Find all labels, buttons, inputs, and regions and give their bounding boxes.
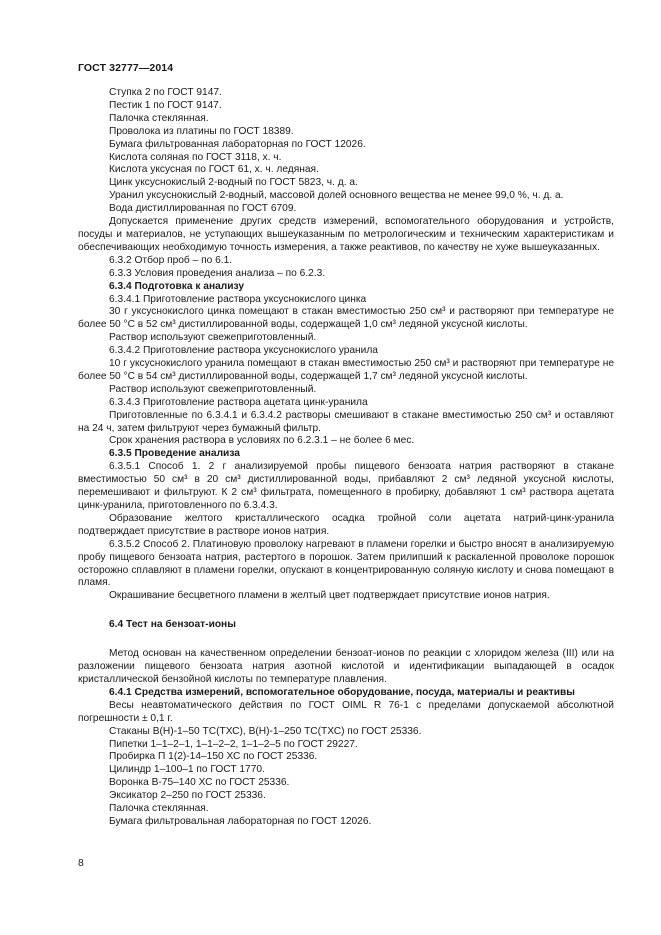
section-title: 6.4 Тест на бензоат-ионы xyxy=(109,619,236,631)
section-heading: 6.4.1 Средства измерений, вспомогательное оборудование, посуда, материалы и реактивы xyxy=(109,686,575,698)
paragraph: Допускается применение других средств измерений, вспомогательного оборудования и устройств, посуды и материалов, не уступающих вышеуказанным по метрологическим и техническим характеристикам и обеспечивающих необходимую точность измерения, а также реактивов, по качеству не хуже вышеуказанных. xyxy=(78,216,614,253)
paragraph: Пестик 1 по ГОСТ 9147. xyxy=(109,99,222,111)
paragraph: Палочка стеклянная. xyxy=(109,803,209,815)
paragraph: Проволока из платины по ГОСТ 18389. xyxy=(109,125,294,137)
paragraph: Приготовленные по 6.3.4.1 и 6.3.4.2 растворы смешивают в стакане вместимостью 250 см³ и оставляют на 24 ч, затем фильтруют через бумажный фильтр. xyxy=(78,409,614,434)
paragraph: Раствор используют свежеприготовленный. xyxy=(109,383,317,395)
paragraph: Метод основан на качественном определении бензоат-ионов по реакции с хлоридом железа (III) или на разложении пищевого бензоата натрия азотной кислотой и идентификации выпадающей в осадок кристаллической бензойной кислоты по температуре плавления. xyxy=(78,648,614,685)
section-heading: 6.3.4 Подготовка к анализу xyxy=(109,280,245,292)
paragraph: Палочка стеклянная. xyxy=(109,112,209,124)
paragraph: Кислота соляная по ГОСТ 3118, х. ч. xyxy=(109,151,282,163)
paragraph: Срок хранения раствора в условиях по 6.2.3.1 – не более 6 мес. xyxy=(109,435,415,447)
paragraph: 30 г уксуснокислого цинка помещают в стакан вместимостью 250 см³ и растворяют при температуре не более 50 °С в 52 см³ дистиллированной воды, содержащей 1,0 см³ ледяной уксусной кислоты. xyxy=(78,306,614,331)
paragraph: Окрашивание бесцветного пламени в желтый цвет подтверждает присутствие ионов натрия. xyxy=(109,590,550,602)
paragraph: Цилиндр 1–100–1 по ГОСТ 1770. xyxy=(109,764,265,776)
section-heading: 6.3.5 Проведение анализа xyxy=(109,448,240,460)
paragraph: 6.3.4.1 Приготовление раствора уксуснокислого цинка xyxy=(109,293,367,305)
paragraph: 10 г уксуснокислого уранила помещают в стакан вместимостью 250 см³ и растворяют при температуре не более 50 °С в 54 см³ дистиллированной воды, содержащей 1,7 см³ ледяной уксусной кислоты. xyxy=(78,358,614,382)
document-body xyxy=(78,87,614,829)
paragraph: 6.3.5.2 Способ 2. Платиновую проволоку нагревают в пламени горелки и быстро вносят в анализируемую пробу пищевого бензоата натрия, растертого в порошок. Затем прилипший к раскаленной проволоке порошок осторожно сплавляют в пламени горелки, опускают в концентрированную соляную кислоту и снова помещают в пламя. xyxy=(78,538,614,589)
paragraph: 6.3.4.3 Приготовление раствора ацетата цинк-уранила xyxy=(109,396,368,408)
paragraph: Эксикатор 2–250 по ГОСТ 25336. xyxy=(109,790,266,802)
paragraph: Цинк уксуснокислый 2-водный по ГОСТ 5823, ч. д. а. xyxy=(109,177,358,189)
paragraph: Раствор используют свежеприготовленный. xyxy=(109,332,317,344)
paragraph: 6.3.4.2 Приготовление раствора уксуснокислого уранила xyxy=(109,345,378,357)
paragraph: Пипетки 1–1–2–1, 1–1–2–2, 1–1–2–5 по ГОСТ 29227. xyxy=(109,738,358,750)
paragraph: Вода дистиллированная по ГОСТ 6709. xyxy=(109,203,297,215)
paragraph: Весы неавтоматического действия по ГОСТ OIML R 76-1 с пределами допускаемой абсолютной погрешности ± 0,1 г. xyxy=(78,699,614,724)
paragraph: 6.3.3 Условия проведения анализа – по 6.2.3. xyxy=(109,267,326,279)
paragraph: Бумага фильтровальная лабораторная по ГОСТ 12026. xyxy=(109,815,372,827)
paragraph: Ступка 2 по ГОСТ 9147. xyxy=(109,87,222,98)
paragraph: Стаканы В(Н)-1–50 ТС(ТХС), В(Н)-1–250 ТС(ТХС) по ГОСТ 25336. xyxy=(109,725,422,737)
document-header: ГОСТ 32777—2014 xyxy=(78,62,174,74)
paragraph: Воронка В-75–140 ХС по ГОСТ 25336. xyxy=(109,777,290,789)
paragraph: Образование желтого кристаллического осадка тройной соли ацетата натрий-цинк-уранила подтверждает присутствие в растворе ионов натрия. xyxy=(78,512,614,537)
paragraph: 6.3.5.1 Способ 1. 2 г анализируемой пробы пищевого бензоата натрия растворяют в стакане вместимостью 50 см³ в 20 см³ дистиллированной воды, прибавляют 2 см³ ледяной уксусной кислоты, перемешивают и фильтруют. К 2 см³ фильтрата, помещенного в пробирку, добавляют 1 см³ раствора ацетата цинк-уранила, приготовленного по 6.3.4.3. xyxy=(78,461,614,511)
paragraph: Пробирка П 1(2)-14–150 ХС по ГОСТ 25336. xyxy=(109,751,318,763)
page-number: 8 xyxy=(78,857,84,869)
paragraph: Уранил уксуснокислый 2-водный, массовой долей основного вещества не менее 99,0 %, ч. д. а. xyxy=(109,190,564,202)
paragraph: Кислота уксусная по ГОСТ 61, х. ч. ледяная. xyxy=(109,164,319,176)
paragraph: Бумага фильтрованная лабораторная по ГОСТ 12026. xyxy=(109,138,366,150)
paragraph: 6.3.2 Отбор проб – по 6.1. xyxy=(109,254,233,266)
